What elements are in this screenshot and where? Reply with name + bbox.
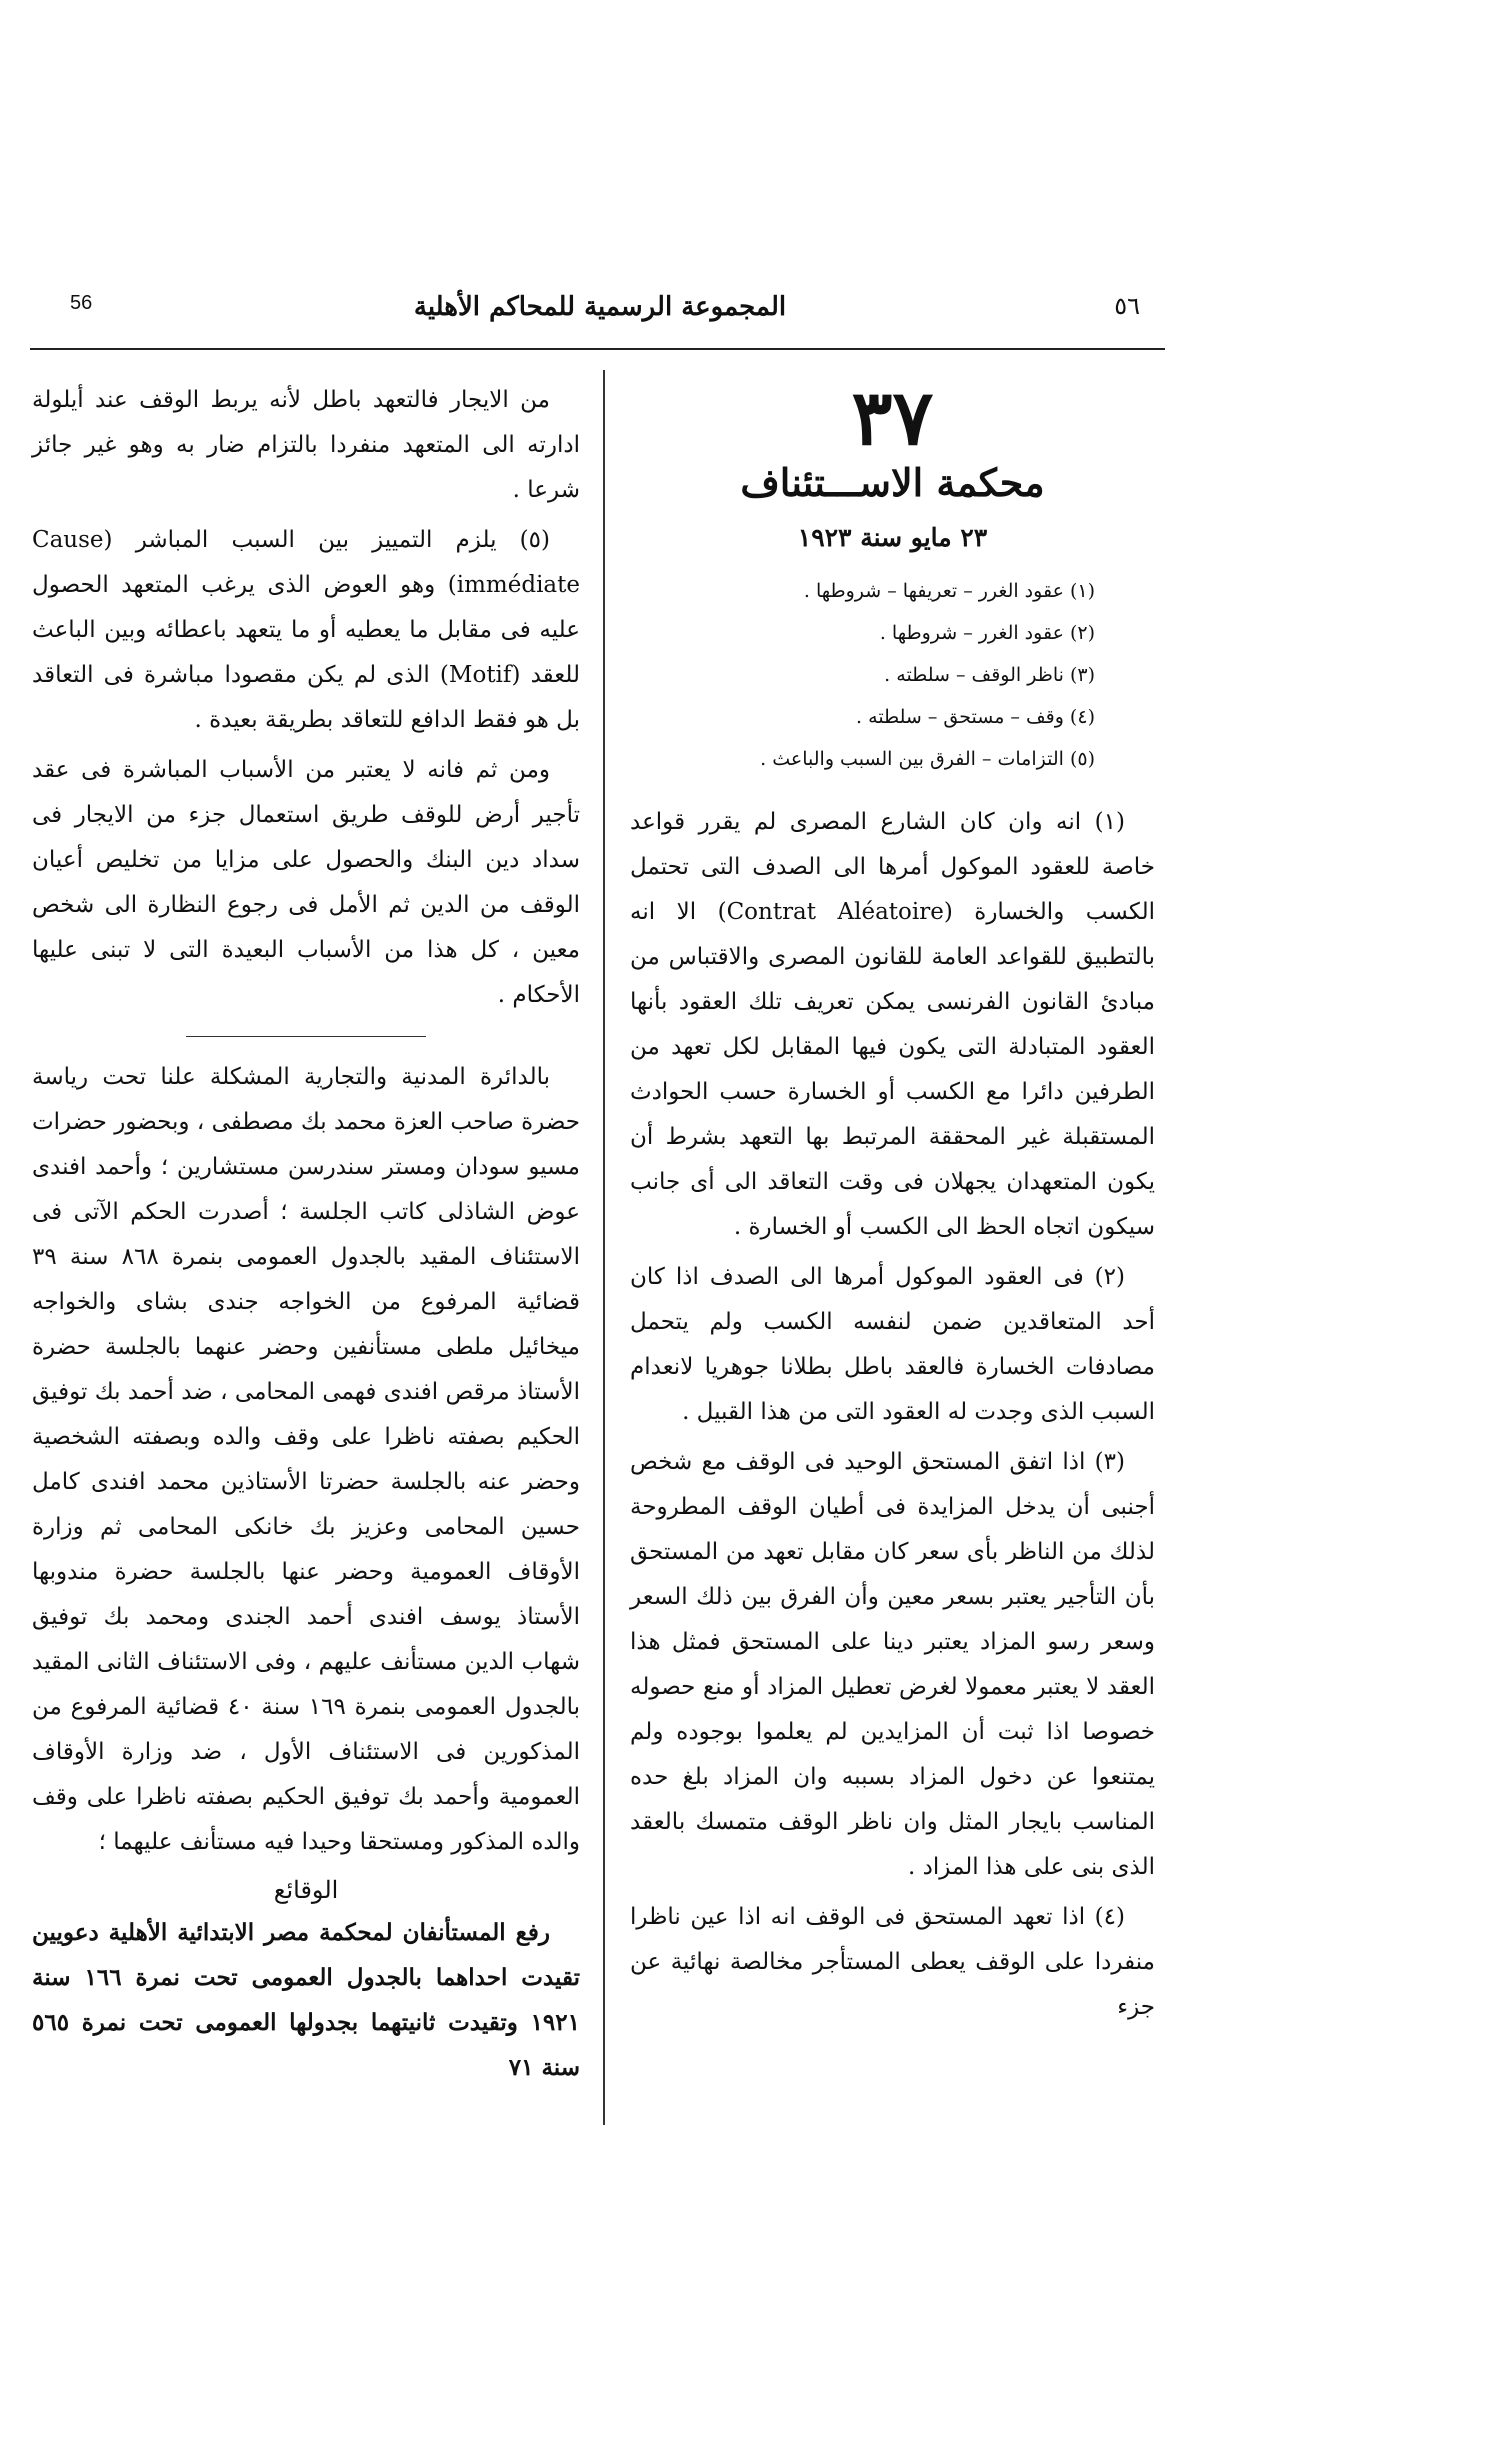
principle-paragraph: من الايجار فالتعهد باطل لأنه يربط الوقف عند أيلولة ادارته الى المتعهد منفردا بالتزام ضار به وهو غير جائز شرعا . [32,387,580,503]
case-date: ٢٣ مايو سنة ١٩٢٣ [797,523,988,552]
page-number-latin: 56 [70,292,93,314]
headnote: (٣) ناظر الوقف – سلطته . [884,664,1095,686]
principle-paragraph: (٣) اذا اتفق المستحق الوحيد فى الوقف مع شخص أجنبى أن يدخل المزايدة فى أطيان الوقف المطروحة لذلك من الناظر بأى سعر كان مقابل تعهد من المستحق بأن التأجير يعتبر بسعر معين وأن الفرق بين ذلك السعر وسعر رسو المزاد يعتبر دينا على المستحق فمثل هذا العقد لا يعتبر معمولا لغرض تعطيل المزاد أو منع حصوله خصوصا اذا ثبت أن المزايدين لم يعلموا بوجوده ولم يمتنعوا عن دخول المزاد بسببه وان المزاد بلغ حده المناسب بايجار المثل وان ناظر الوقف متمسك بالعقد الذى بنى على هذا المزاد . [630,1449,1155,1880]
page-header [60,292,1140,332]
principle-paragraph: (٢) فى العقود الموكول أمرها الى الصدف اذا كان أحد المتعاقدين ضمن لنفسه الكسب ولم يتحمل مصادفات الخسارة فالعقد باطل بطلانا جوهريا لانعدام السبب الذى وجدت له العقود التى من هذا القبيل . [630,1264,1155,1425]
column-divider [603,370,605,2125]
headnote: (٤) وقف – مستحق – سلطته . [856,706,1095,728]
section-separator [186,1036,426,1037]
page-number-arabic: ٥٦ [1114,292,1140,320]
court-composition-paragraph: بالدائرة المدنية والتجارية المشكلة علنا تحت رياسة حضرة صاحب العزة محمد بك مصطفى ، وبحضور حضرات مسيو سودان ومستر سندرسن مستشارين ؛ وأحمد افندى عوض الشاذلى كاتب الجلسة ؛ أصدرت الحكم الآتى فى الاستئناف المقيد بالجدول العمومى بنمرة ٨٦٨ سنة ٣٩ قضائية المرفوع من الخواجه جندى بشاى والخواجه ميخائيل ملطى مستأنفين وحضر عنهما بالجلسة حضرة الأستاذ مرقص افندى فهمى المحامى ، ضد أحمد بك توفيق الحكيم بصفته ناظرا على وقف والده وبصفته الشخصية وحضر عنه بالجلسة حضرتا الأستاذين محمد افندى كامل حسين المحامى وعزيز بك خانكى المحامى ثم وزارة الأوقاف العمومية وحضر عنها بالجلسة حضرة مندوبها الأستاذ يوسف افندى أحمد الجندى ومحمد بك توفيق شهاب الدين مستأنف عليهم ، وفى الاستئناف الثانى المقيد بالجدول العمومى بنمرة ١٦٩ سنة ٤٠ قضائية المرفوع من المذكورين فى الاستئناف الأول ، ضد وزارة الأوقاف العمومية وأحمد بك توفيق الحكيم بصفته ناظرا على وقف والده المذكور ومستحقا وحيدا فيه مستأنف عليهما ؛ [32,1064,581,1855]
principle-paragraph: (١) انه وان كان الشارع المصرى لم يقرر قواعد خاصة للعقود الموكول أمرها الى الصدف التى تحتمل الكسب والخسارة (Contrat Aléatoire) الا انه بالتطبيق للقواعد العامة للقانون المصرى والاقتباس من مبادئ القانون الفرنسى يمكن تعريف تلك العقود بأنها العقود المتبادلة التى يكون فيها المقابل لكل تعهد من الطرفين دائرا مع الكسب أو الخسارة حسب الحوادث المستقبلة غير المحققة المرتبط بها التعهد بشرط أن يكون المتعهدان يجهلان فى وقت التعاقد الى أى جانب سيكون اتجاه الحظ الى الكسب أو الخسارة . [630,809,1155,1240]
header-rule [30,348,1165,350]
court-name: محكمة الاســـتئناف [740,460,1045,505]
right-column [630,373,1155,2035]
facts-heading: الوقائع [273,1876,339,1904]
principle-paragraph: (٤) اذا تعهد المستحق فى الوقف انه اذا عين ناظرا منفردا على الوقف يعطى المستأجر مخالصة نهائية عن جزء [630,1904,1155,2020]
left-column [32,378,580,2095]
principle-paragraph: (٥) يلزم التمييز بين السبب المباشر (Cause immédiate) وهو العوض الذى يرغب المتعهد الحصول عليه فى مقابل ما يعطيه أو ما يتعهد باعطائه وبين الباعث للعقد (Motif) الذى لم يكن مقصودا مباشرة فى التعاقد بل هو فقط الدافع للتعاقد بطريقة بعيدة . [32,527,581,733]
headnote: (٢) عقود الغرر – شروطها . [879,622,1095,644]
headnotes-list [630,570,1155,780]
running-title: المجموعة الرسمية للمحاكم الأهلية [413,292,787,322]
facts-paragraph: رفع المستأنفان لمحكمة مصر الابتدائية الأهلية دعويين تقيدت احداهما بالجدول العمومى تحت نمرة ١٦٦ سنة ١٩٢١ وتقيدت ثانيتهما بجدولها العمومى تحت نمرة ٥٦٥ سنة ٧١ [32,1919,580,2081]
headnote: (٥) التزامات – الفرق بين السبب والباعث . [760,748,1095,770]
principle-paragraph: ومن ثم فانه لا يعتبر من الأسباب المباشرة فى عقد تأجير أرض للوقف طريق استعمال جزء من الايجار فى سداد دين البنك والحصول على مزايا من تخليص أعيان الوقف من الدين ثم الأمل فى رجوع النظارة الى شخص معين ، كل هذا من الأسباب البعيدة التى لا تبنى عليها الأحكام . [32,757,580,1008]
headnote: (١) عقود الغرر – تعريفها – شروطها . [803,580,1095,602]
case-number: ٣٧ [851,373,934,462]
